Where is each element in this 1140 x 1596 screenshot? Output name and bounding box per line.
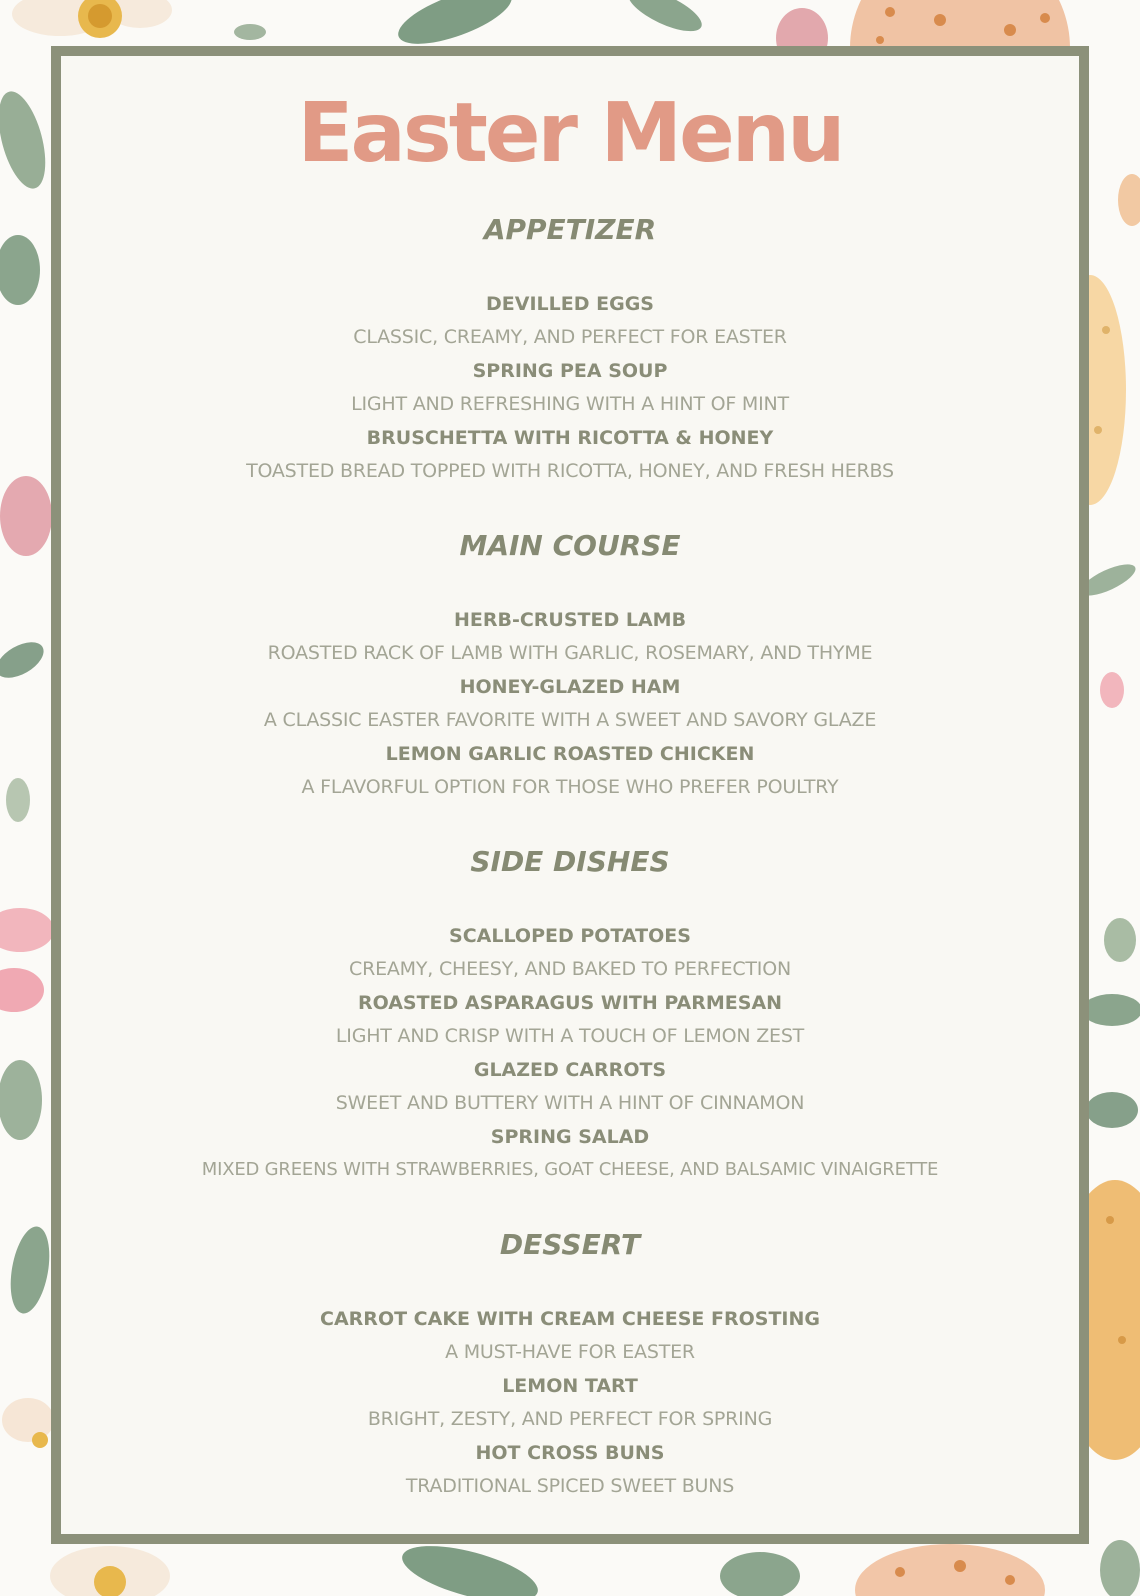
menu-item-description: A MUST-HAVE FOR EASTER <box>445 1341 695 1363</box>
menu-item-description: A CLASSIC EASTER FAVORITE WITH A SWEET AND SAVORY GLAZE <box>263 709 877 731</box>
menu-item-name: HOT CROSS BUNS <box>475 1442 665 1464</box>
menu-item-description: CLASSIC, CREAMY, AND PERFECT FOR EASTER <box>353 326 787 348</box>
menu-item-name: SCALLOPED POTATOES <box>449 925 691 947</box>
flower-icon <box>12 0 172 38</box>
menu-item-name: SPRING PEA SOUP <box>472 360 668 382</box>
menu-item-name: LEMON GARLIC ROASTED CHICKEN <box>385 743 755 765</box>
menu-item-name: LEMON TART <box>502 1375 638 1397</box>
menu-item-name: HERB-CRUSTED LAMB <box>453 609 687 631</box>
easter-egg-icon <box>855 1544 1045 1596</box>
menu-item-name: CARROT CAKE WITH CREAM CHEESE FROSTING <box>320 1308 820 1330</box>
menu-item-description: CREAMY, CHEESY, AND BAKED TO PERFECTION <box>349 958 791 980</box>
menu-item-description: BRIGHT, ZESTY, AND PERFECT FOR SPRING <box>367 1408 773 1430</box>
menu-item-name: DEVILLED EGGS <box>486 293 654 315</box>
section-heading-main-course: MAIN COURSE <box>459 529 681 562</box>
menu-item-description: LIGHT AND REFRESHING WITH A HINT OF MINT <box>351 393 789 415</box>
menu-item-name: GLAZED CARROTS <box>473 1059 667 1081</box>
menu-item-name: BRUSCHETTA WITH RICOTTA & HONEY <box>366 427 774 449</box>
menu-item-name: HONEY-GLAZED HAM <box>459 676 681 698</box>
menu-item-name: ROASTED ASPARAGUS WITH PARMESAN <box>357 992 783 1014</box>
menu-item-description: MIXED GREENS WITH STRAWBERRIES, GOAT CHEESE, AND BALSAMIC VINAIGRETTE <box>201 1159 939 1180</box>
menu-item-description: SWEET AND BUTTERY WITH A HINT OF CINNAMON <box>335 1092 805 1114</box>
page-title: Easter Menu <box>297 86 843 181</box>
menu-item-description: A FLAVORFUL OPTION FOR THOSE WHO PREFER POULTRY <box>301 776 839 798</box>
menu-item-description: TOASTED BREAD TOPPED WITH RICOTTA, HONEY, AND FRESH HERBS <box>246 460 894 482</box>
menu-item-description: ROASTED RACK OF LAMB WITH GARLIC, ROSEMARY, AND THYME <box>267 642 873 664</box>
section-heading-dessert: DESSERT <box>499 1228 641 1261</box>
flower-icon <box>50 1546 170 1596</box>
section-heading-appetizer: APPETIZER <box>483 213 657 246</box>
menu-item-name: SPRING SALAD <box>490 1126 650 1148</box>
menu-item-description: LIGHT AND CRISP WITH A TOUCH OF LEMON ZEST <box>335 1025 805 1047</box>
section-heading-side-dishes: SIDE DISHES <box>470 845 670 878</box>
menu-item-description: TRADITIONAL SPICED SWEET BUNS <box>405 1475 735 1497</box>
